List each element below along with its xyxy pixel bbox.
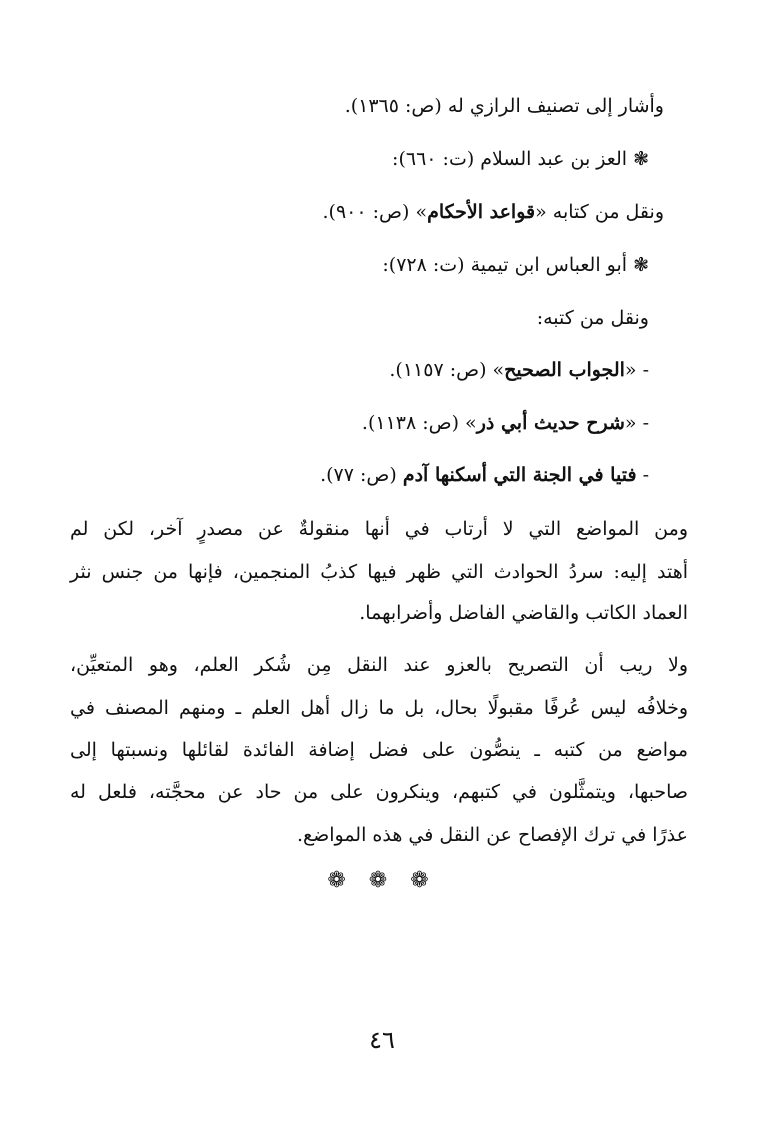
paragraph-2-line-2: وخلافُه ليس عُرفًا مقبولًا بحال، بل ما زال أهل العلم ـ ومنهم المصنف في — [70, 697, 688, 719]
line-prefix: - « — [624, 412, 649, 434]
section-end-ornaments: ❁ ❁ ❁ — [327, 868, 437, 893]
line-suffix: » (ص: ١١٥٧). — [389, 359, 505, 381]
page-number: ٤٦ — [369, 1026, 395, 1054]
paragraph-2-line-5: عذرًا في ترك الإفصاح عن النقل في هذه المواضع. — [296, 824, 688, 846]
book-title: قواعد الأحكام — [427, 201, 536, 223]
line-suffix: » (ص: ٩٠٠). — [322, 201, 428, 223]
paragraph-2-line-3: مواضع من كتبه ـ ينصُّون على فضل إضافة الفائدة لقائلها ونسبتها إلى — [70, 739, 688, 761]
list-item-jawab — [389, 355, 649, 385]
paragraph-2-line-1: ولا ريب أن التصريح بالعزو عند النقل مِن شُكر العلم، وهو المتعيِّن، — [70, 654, 688, 676]
list-item-futya — [320, 460, 649, 490]
line-suffix: (ص: ٧٧). — [320, 464, 403, 486]
line-suffix: » (ص: ١١٣٨). — [361, 412, 477, 434]
text-line-qawaid — [323, 197, 664, 227]
paragraph-1-line-3: العماد الكاتب والقاضي الفاضل وأضرابهما. — [359, 602, 688, 624]
paragraph-1-line-1: ومن المواضع التي لا أرتاب في أنها منقولةٌ عن مصدرٍ آخر، لكن لم — [70, 518, 688, 540]
text-line-1 — [345, 91, 664, 121]
line-prefix: - — [636, 464, 649, 486]
line-text: ونقل من كتبه: — [536, 307, 649, 329]
line-text: ❃ العز بن عبد السلام (ت: ٦٦٠): — [392, 148, 649, 170]
line-prefix: ونقل من كتابه « — [535, 201, 664, 223]
paragraph-2-line-4: صاحبها، ويتمثَّلون في كتبهم، وينكرون على من حاد عن محجَّته، فلعل له — [70, 781, 688, 803]
list-item-sharh-hadith — [362, 408, 649, 438]
book-title: الجواب الصحيح — [504, 359, 625, 381]
paragraph-1-line-2: أهتد إليه: سردُ الحوادث التي ظهر فيها كذبُ المنجمين، فإنها من جنس نثر — [70, 561, 688, 583]
heading-ibn-taymiyya — [382, 250, 649, 280]
heading-izz-ibn-abd-al-salam — [392, 144, 649, 174]
book-title: شرح حديث أبي ذر — [476, 412, 625, 434]
book-title: فتيا في الجنة التي أسكنها آدم — [402, 464, 637, 486]
text-line-books-intro — [537, 303, 649, 333]
line-text: وأشار إلى تصنيف الرازي له (ص: ١٣٦٥). — [344, 95, 664, 117]
line-prefix: - « — [624, 359, 649, 381]
line-text: ❃ أبو العباس ابن تيمية (ت: ٧٢٨): — [382, 254, 649, 276]
